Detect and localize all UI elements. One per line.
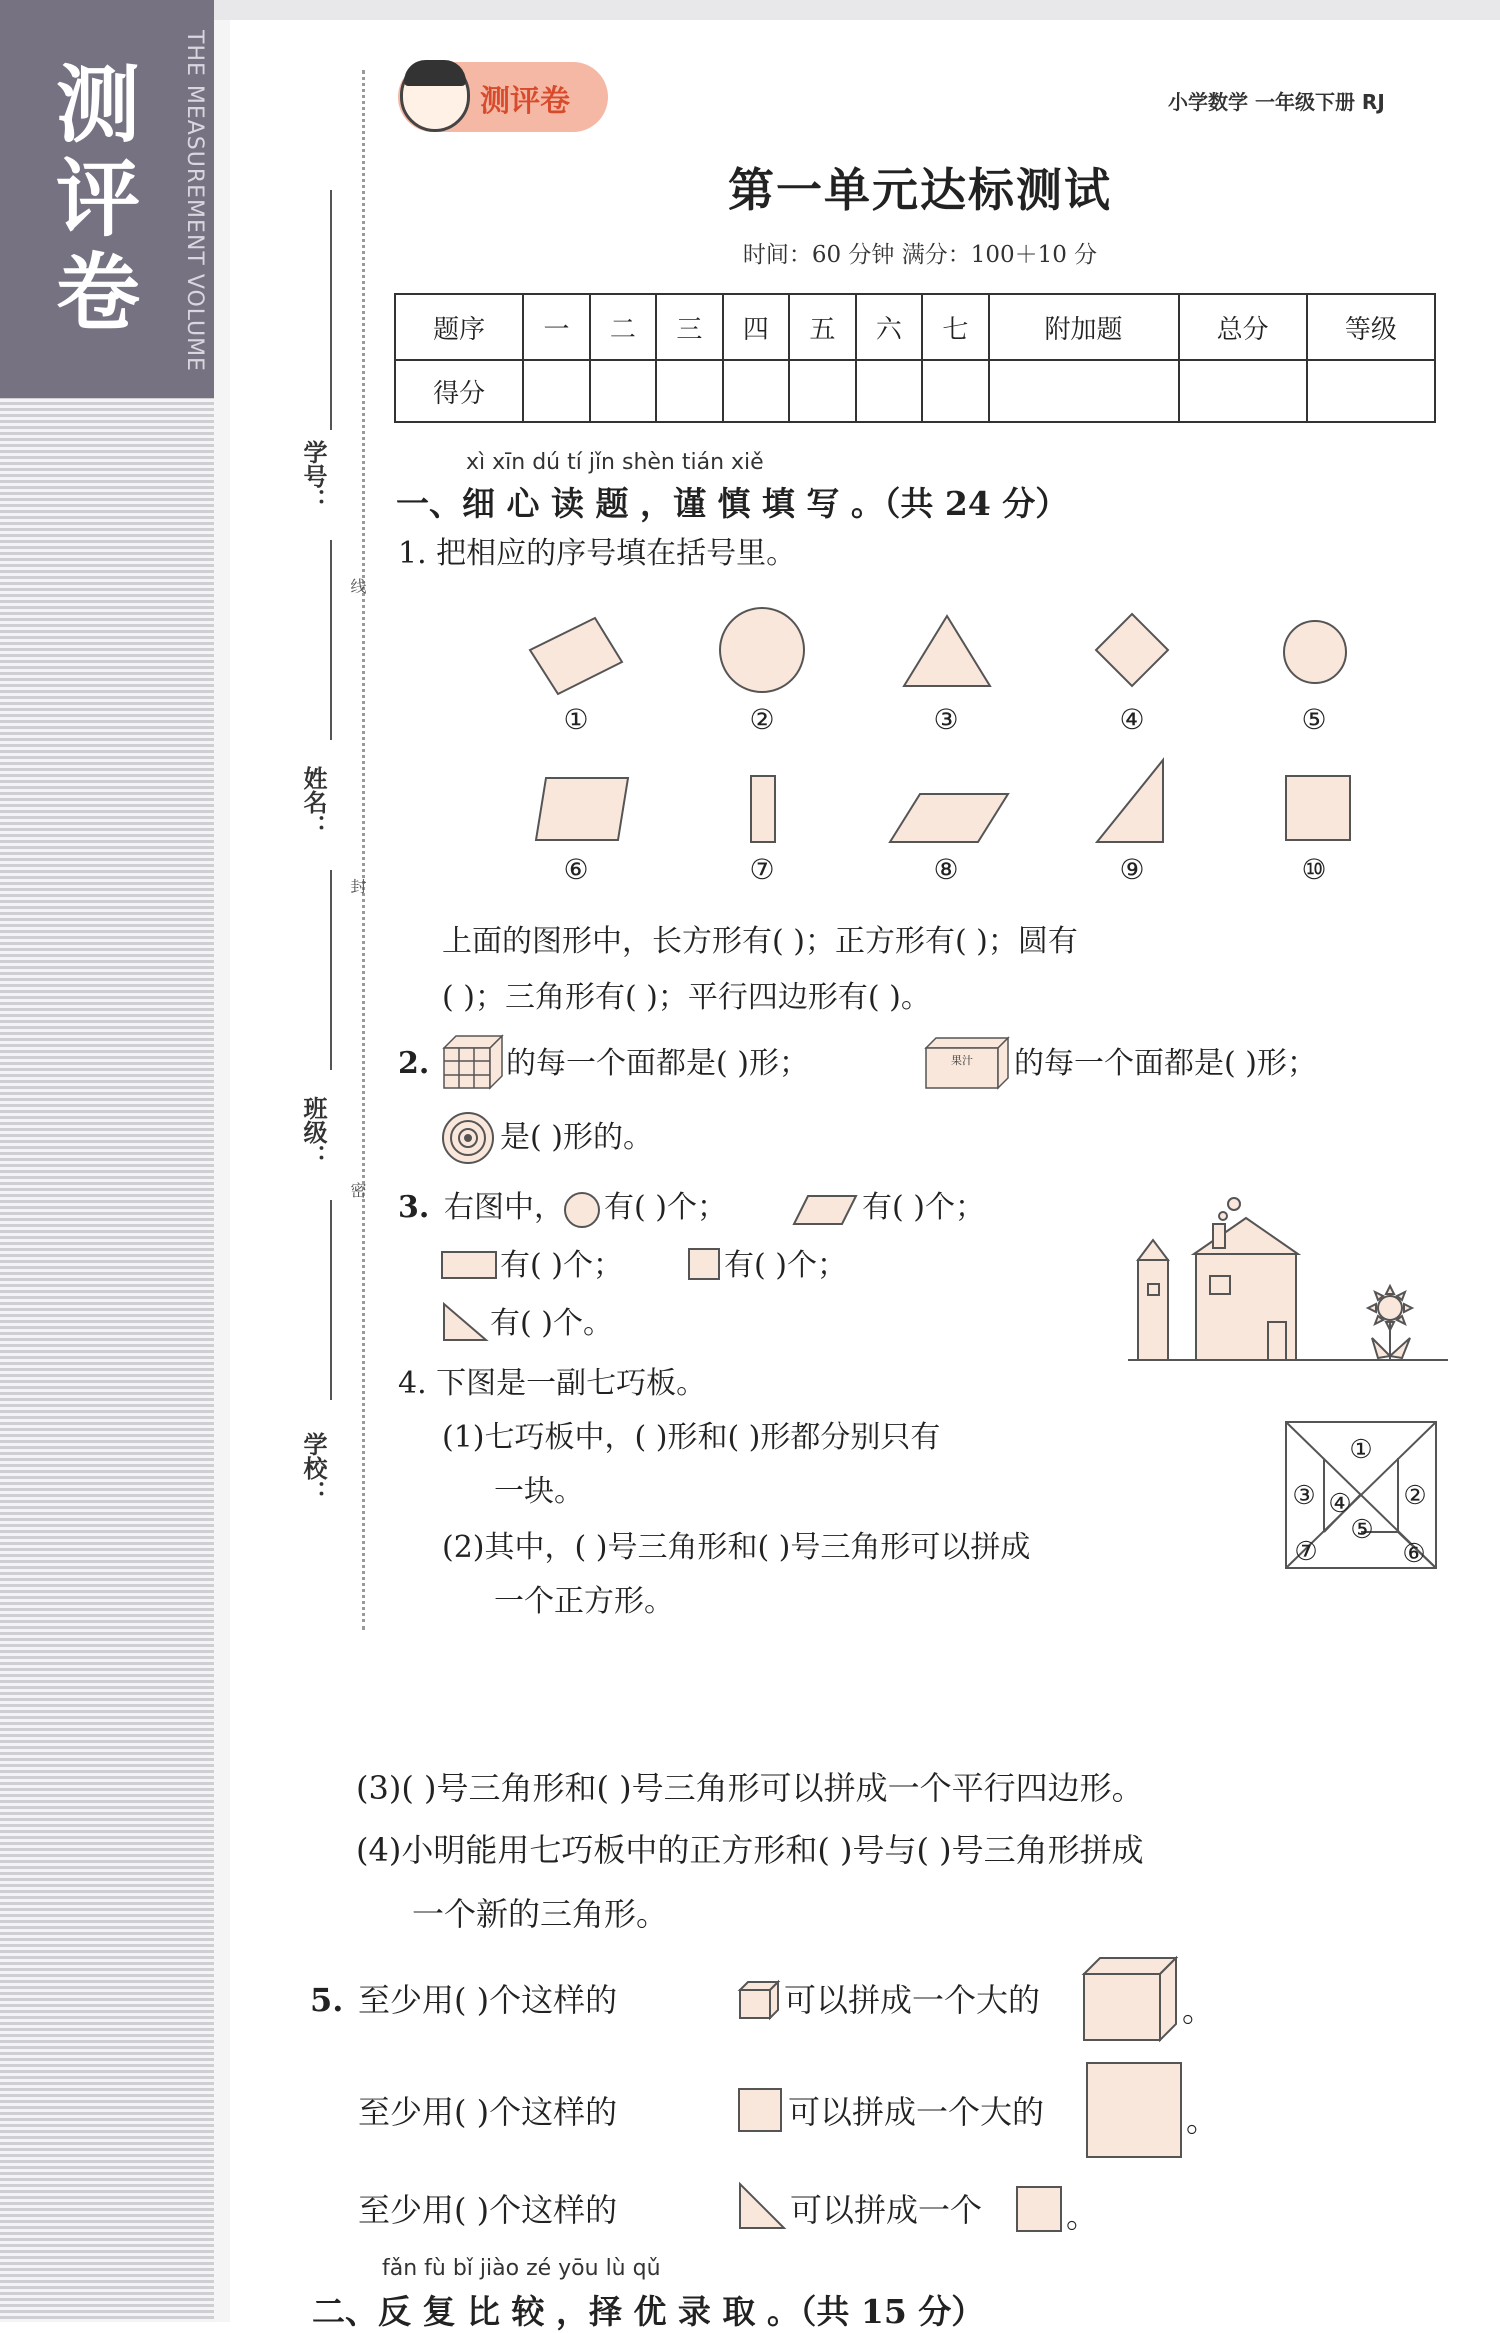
score-cell[interactable] <box>922 360 988 422</box>
q5-row3-end: 。 <box>1066 2197 1099 2235</box>
rectangle-icon <box>440 1248 500 1282</box>
score-cell[interactable] <box>723 360 789 422</box>
q4-part4-line1: (4)小明能用七巧板中的正方形和( )号与( )号三角形拼成 <box>356 1831 1144 1869</box>
smoke-circle <box>1219 1212 1227 1220</box>
parallelogram-icon <box>790 1192 860 1228</box>
table-header-cell: 附加题 <box>989 294 1179 360</box>
name-label: 姓名： <box>299 766 328 838</box>
triangle-icon <box>440 1300 490 1344</box>
circle-shape <box>720 608 804 692</box>
q4-part1-line2: 一块。 <box>494 1474 584 1509</box>
book-info: 小学数学 一年级下册 RJ <box>1168 90 1385 114</box>
badge-label: 测评卷 <box>480 84 570 119</box>
score-table <box>394 293 1436 423</box>
score-cell[interactable] <box>656 360 722 422</box>
table-header-cell: 五 <box>789 294 855 360</box>
q5-row1-end: 。 <box>1182 1991 1215 2029</box>
q5-row2-a: 至少用( )个这样的 <box>358 2093 618 2131</box>
small-circle-shape <box>1284 621 1346 683</box>
house-door <box>1268 1322 1286 1360</box>
q4-part2-line1: (2)其中，( )号三角形和( )号三角形可以拼成 <box>442 1530 1031 1565</box>
q1-answer-line2: ( )；三角形有( )；平行四边形有( )。 <box>442 980 931 1015</box>
score-cell[interactable] <box>789 360 855 422</box>
shape-label: ④ <box>1119 703 1145 736</box>
thin-rectangle-shape <box>751 776 775 842</box>
shape-label: ⑨ <box>1119 853 1145 886</box>
table-row <box>395 360 1435 422</box>
table-header-cell: 六 <box>856 294 922 360</box>
score-cell[interactable] <box>590 360 656 422</box>
shape-label: ⑦ <box>749 853 775 886</box>
student-id-label: 学号： <box>299 440 328 512</box>
q5-row2-b: 可以拼成一个大的 <box>788 2093 1045 2131</box>
section2-pinyin: fǎn fù bǐ jiào zé yōu lù qǔ <box>382 2256 661 2281</box>
tower-window <box>1148 1284 1159 1295</box>
score-cell[interactable] <box>989 360 1179 422</box>
q2-part3: 是( )形的。 <box>500 1120 653 1155</box>
q4-part1-line1: (1)七巧板中，( )形和( )形都分别只有 <box>442 1420 941 1455</box>
table-header-cell: 二 <box>590 294 656 360</box>
big-square-icon <box>1084 2060 1184 2160</box>
page-title: 第一单元达标测试 <box>728 163 1112 217</box>
table-header-cell: 三 <box>656 294 722 360</box>
juice-box-label: 果汁 <box>951 1054 973 1067</box>
leaf <box>1372 1338 1390 1358</box>
binding-dotted-line <box>362 70 365 1630</box>
page-top-band <box>214 0 1500 20</box>
juice-box-icon <box>922 1034 1012 1092</box>
big-cube-icon <box>1080 1954 1180 2044</box>
table-header-cell: 总分 <box>1179 294 1307 360</box>
small-cube-icon <box>736 1978 782 2022</box>
q5-number: 5. <box>310 1981 344 2019</box>
table-row <box>395 294 1435 360</box>
sun-flower-circle <box>1378 1296 1402 1320</box>
chimney <box>1213 1224 1225 1248</box>
tangram-label: ⑥ <box>1402 1539 1426 1569</box>
mascot-hair-icon <box>404 60 466 86</box>
section2-title: 二、反 复 比 较 ，择 优 录 取 。（共 15 分） <box>312 2292 985 2331</box>
margin-mark-secret: 密 <box>348 1182 367 1198</box>
rubik-cube-icon <box>440 1032 506 1092</box>
tower <box>1138 1260 1168 1360</box>
score-cell[interactable] <box>1179 360 1307 422</box>
score-row-label: 得分 <box>395 360 523 422</box>
shape-label: ⑧ <box>933 853 959 886</box>
q5-row1-b: 可以拼成一个大的 <box>784 1981 1041 2019</box>
target-square-icon <box>1014 2184 1064 2234</box>
parallelogram-shape <box>536 778 628 840</box>
q5-row1-a: 至少用( )个这样的 <box>358 1981 618 2019</box>
q4-part4-line2: 一个新的三角形。 <box>412 1895 669 1933</box>
table-header-cell: 四 <box>723 294 789 360</box>
class-label: 班级： <box>299 1096 328 1168</box>
shape-label: ⑥ <box>563 853 589 886</box>
q2-part2: 的每一个面都是( )形； <box>1014 1046 1317 1081</box>
q3-line2-a: 有( )个； <box>500 1248 623 1283</box>
shape-label: ① <box>563 703 589 736</box>
small-triangle-icon <box>736 2180 788 2232</box>
q1-answer-line1: 上面的图形中，长方形有( )；正方形有( )；圆有 <box>442 924 1078 959</box>
tangram-diagram <box>1284 1420 1440 1572</box>
leaf <box>1390 1338 1410 1358</box>
tangram-label: ④ <box>1328 1489 1352 1519</box>
sidebar-subtitle: THE MEASUREMENT VOLUME <box>182 30 207 372</box>
q3-number: 3. <box>398 1190 430 1225</box>
smoke-circle <box>1228 1198 1240 1210</box>
circle-icon <box>562 1190 602 1230</box>
square-icon <box>686 1246 722 1282</box>
house-roof <box>1194 1218 1298 1254</box>
q3-line2-b: 有( )个； <box>724 1248 847 1283</box>
house-picture <box>1128 1180 1448 1380</box>
q1-shapes <box>500 590 1400 890</box>
rotated-rectangle-shape <box>530 618 622 694</box>
q5-row3-a: 至少用( )个这样的 <box>358 2191 618 2229</box>
triangle-shape <box>904 616 990 686</box>
margin-mark-seal: 封 <box>348 878 367 894</box>
house-window <box>1210 1276 1230 1294</box>
q5-row3-b: 可以拼成一个 <box>790 2191 983 2229</box>
q2-number: 2. <box>398 1046 430 1081</box>
q3-line1-c: 有( )个； <box>862 1190 985 1225</box>
sidebar-title: 测评卷 <box>56 56 141 342</box>
score-cell[interactable] <box>1307 360 1435 422</box>
q3-line1-a: 右图中， <box>444 1190 564 1225</box>
q4-text: 4. 下图是一副七巧板。 <box>398 1366 707 1401</box>
q2-part1: 的每一个面都是( )形； <box>506 1046 809 1081</box>
q4-part3: (3)( )号三角形和( )号三角形可以拼成一个平行四边形。 <box>356 1769 1144 1807</box>
parallelogram-shape <box>890 794 1008 842</box>
shape-label: ③ <box>933 703 959 736</box>
section1-pinyin: xì xīn dú tí jǐn shèn tián xiě <box>466 450 764 475</box>
margin-underline <box>330 870 332 1070</box>
school-label: 学校： <box>299 1432 328 1504</box>
margin-underline <box>330 540 332 740</box>
q3-line1-b: 有( )个； <box>604 1190 727 1225</box>
tangram-label: ② <box>1403 1481 1427 1511</box>
margin-underline <box>330 1200 332 1400</box>
tangram-label: ⑦ <box>1294 1537 1318 1567</box>
shape-label: ⑩ <box>1301 853 1327 886</box>
margin-underline <box>330 190 332 430</box>
score-cell[interactable] <box>523 360 589 422</box>
exam-info: 时间：60 分钟 满分：100＋10 分 <box>742 242 1098 268</box>
square-shape <box>1286 776 1350 840</box>
table-header-cell: 等级 <box>1307 294 1435 360</box>
target-rings-icon <box>440 1110 496 1166</box>
q3-line3: 有( )个。 <box>490 1306 613 1341</box>
tangram-label: ⑤ <box>1350 1515 1374 1545</box>
score-cell[interactable] <box>856 360 922 422</box>
margin-mark-line: 线 <box>348 578 367 594</box>
q5-row2-end: 。 <box>1186 2101 1219 2139</box>
table-header-cell: 一 <box>523 294 589 360</box>
shape-label: ② <box>749 703 775 736</box>
table-header-cell: 七 <box>922 294 988 360</box>
section1-title: 一、细 心 读 题 ，谨 慎 填 写 。（共 24 分） <box>396 484 1069 523</box>
table-header-cell: 题序 <box>395 294 523 360</box>
q1-text: 1. 把相应的序号填在括号里。 <box>398 536 797 571</box>
tangram-label: ③ <box>1292 1481 1316 1511</box>
tower-roof <box>1138 1240 1168 1260</box>
tangram-label: ① <box>1349 1435 1373 1465</box>
q4-part2-line2: 一个正方形。 <box>494 1584 674 1619</box>
right-triangle-shape <box>1097 760 1163 842</box>
small-square-icon <box>736 2086 784 2134</box>
diamond-square-shape <box>1096 614 1168 686</box>
shape-label: ⑤ <box>1301 703 1327 736</box>
